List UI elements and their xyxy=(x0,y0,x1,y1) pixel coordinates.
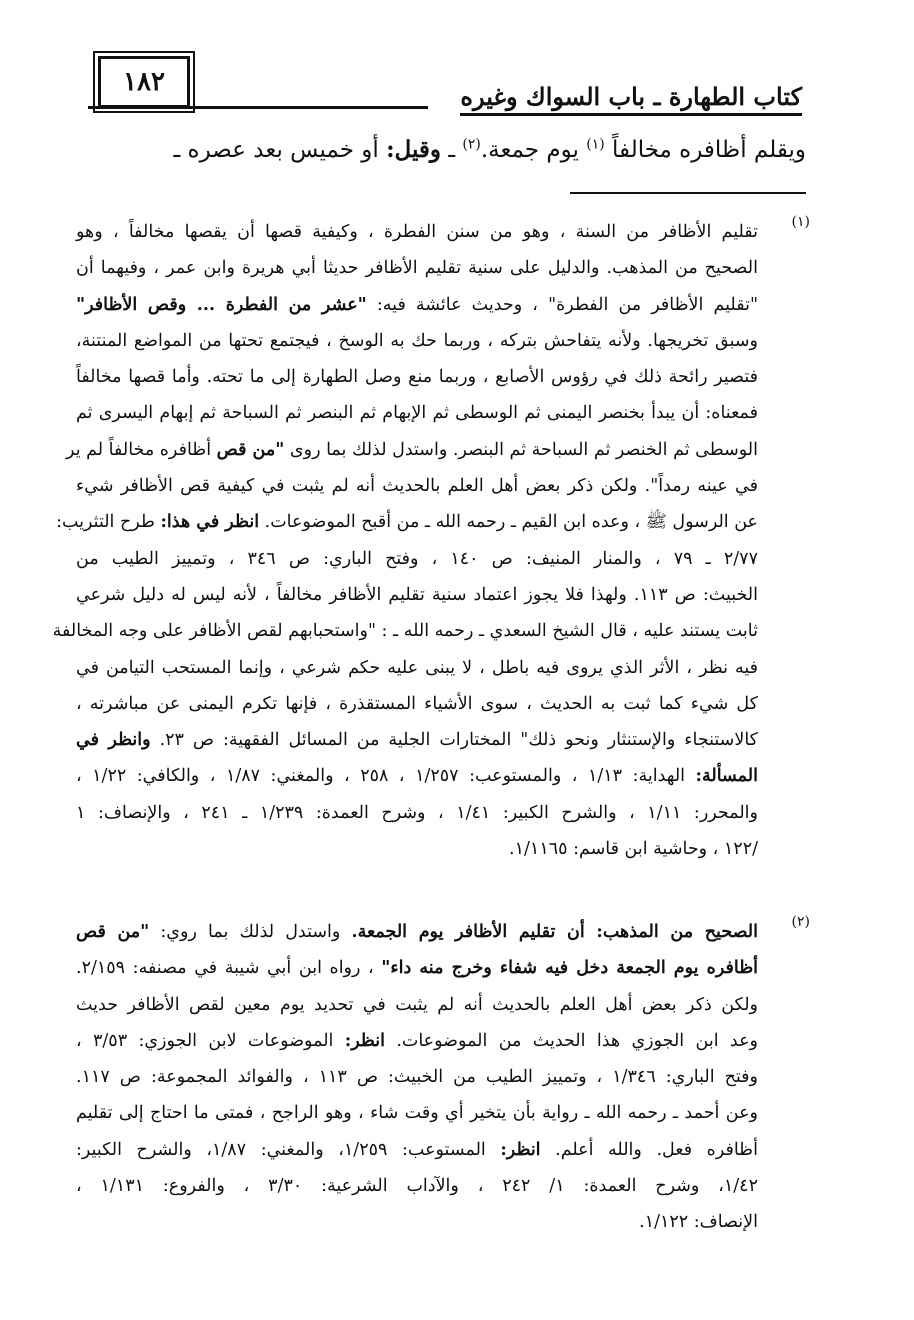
main-text-part: يوم جمعة. xyxy=(480,137,579,163)
main-text-part: ـ xyxy=(448,137,456,163)
footnote-ref: (١) xyxy=(586,136,605,153)
footnote-line: ثابت يستند عليه ، قال الشيخ السعدي ـ رحمه الله ـ : "واستحبابهم لقص الأظافر على وجه المخالفة xyxy=(52,621,758,642)
footnote-line: وعد ابن الجوزي هذا الحديث من الموضوعات. انظر: الموضوعات لابن الجوزي: ٣/٥٣ ، xyxy=(76,1030,758,1051)
footnote-line: وسبق تخريجها. ولأنه يتفاحش بتركه ، وربما حك به الوسخ ، فيجتمع تحتها من المواضع المنتنة، xyxy=(76,330,758,351)
footnote-line: فيه نظر ، الأثر الذي يروى فيه باطل ، لا يبنى عليه حكم شرعي ، وإنما المستحب التيامن في xyxy=(76,657,758,678)
footnote-line: في عينه رمداً". ولكن ذكر بعض أهل العلم بالحديث أنه لم يثبت في كيفية قص الأظافر شيء xyxy=(76,476,758,497)
header-rule xyxy=(88,106,428,109)
footnote-line: "تقليم الأظافر من الفطرة" ، وحديث عائشة فيه: "عشر من الفطرة ... وقص الأظافر" xyxy=(76,294,758,315)
footnote-line: فتصير رائحة ذلك في رؤوس الأصابع ، وربما منع وصل الطهارة إلى ما تحته. وأما قصها مخالفاً xyxy=(76,367,758,388)
footnote-line: ولكن ذكر بعض أهل العلم بالحديث أنه لم يثبت في تحديد يوم معين لقص الأظافر حديث xyxy=(76,994,758,1015)
footnote-line: كالاستنجاء والإستنثار ونحو ذلك" المختارات الجلية من المسائل الفقهية: ص ٢٣. وانظر في xyxy=(76,730,758,751)
footnote-line: فمعناه: أن يبدأ بخنصر اليمنى ثم الوسطى ثم الإبهام ثم البنصر ثم السباحة ثم إبهام اليسرى ثم xyxy=(76,403,758,424)
footnote-line: الإنصاف: ١/١٢٢. xyxy=(639,1212,758,1233)
footnote-line: أظافره فعل. والله أعلم. انظر: المستوعب: ١/٢٥٩، والمغني: ١/٨٧، والشرح الكبير: xyxy=(76,1139,758,1160)
footnote-text xyxy=(52,214,758,867)
page-header xyxy=(60,56,806,118)
footnote-text xyxy=(76,914,758,1241)
main-text-part: ويقلم أظافره مخالفاً xyxy=(612,137,806,163)
footnote-line: الصحيح من المذهب: أن تقليم الأظافر يوم الجمعة. واستدل لذلك بما روي: "من قص xyxy=(76,922,758,942)
footnote-line: أظافره يوم الجمعة دخل فيه شفاء وخرج منه داء" ، رواه ابن أبي شيبة في مصنفه: ٢/١٥٩. xyxy=(76,958,758,979)
footnote-line: عن الرسول ﷺ ، وعده ابن القيم ـ رحمه الله ـ من أقبح الموضوعات. انظر في هذا: طرح التثريب: xyxy=(56,512,758,533)
footnote-ref: (٢) xyxy=(462,136,481,153)
footnote-line: كل شيء كما ثبت به الحديث ، سوى الأشياء المستقذرة ، فإنها تكرم اليمنى عن مباشرته ، xyxy=(76,693,758,714)
footnote-line: والمحرر: ١/١١ ، والشرح الكبير: ١/٤١ ، وشرح العمدة: ١/٢٣٩ ـ ٢٤١ ، والإنصاف: ١ xyxy=(76,802,758,823)
footnote-line: وعن أحمد ـ رحمه الله ـ رواية بأن يتخير أي وقت شاء ، وهو الراجح ، فمتى ما احتاج إلى تقليم xyxy=(76,1103,758,1124)
main-text xyxy=(150,136,806,163)
main-text-bold: وقيل: xyxy=(386,136,442,163)
footnote-line: الخبيث: ص ١١٣. ولهذا فلا يجوز اعتماد سنية تقليم الأظافر مخالفاً ، لأنه ليس له دليل شرعي xyxy=(76,584,758,605)
footnote-line: /١٢٢ ، وحاشية ابن قاسم: ١/١١٦٥. xyxy=(509,839,758,860)
footnote-line: وفتح الباري: ١/٣٤٦ ، وتمييز الطيب من الخبيث: ص ١١٣ ، والفوائد المجموعة: ص ١١٧. xyxy=(76,1067,758,1088)
main-text-part: أو خميس بعد عصره ـ xyxy=(173,137,379,163)
footnote-line: المسألة: الهداية: ١/١٣ ، والمستوعب: ١/٢٥٧ ، ٢٥٨ ، والمغني: ١/٨٧ ، والكافي: ١/٢٢ ، xyxy=(76,766,758,787)
page-number: ١٨٢ xyxy=(98,56,190,108)
footnote-line: ١/٤٢، وشرح العمدة: ١/ ٢٤٢ ، والآداب الشرعية: ٣/٣٠ ، والفروع: ١/١٣١ ، xyxy=(76,1176,758,1197)
footnote-marker: (٢) xyxy=(791,914,810,930)
running-title: كتاب الطهارة ـ باب السواك وغيره xyxy=(460,82,802,116)
footnote-line: الصحيح من المذهب. والدليل على سنية تقليم الأظافر حديثا أبي هريرة وابن عمر ، وفيهما أن xyxy=(76,258,758,279)
footnote-line: تقليم الأظافر من السنة ، وهو من سنن الفطرة ، وكيفية قصها أن يقصها مخالفاً ، وهو xyxy=(76,222,758,242)
footnote-line: الوسطى ثم الخنصر ثم السباحة ثم البنصر. واستدل لذلك بما روى "من قص أظافره مخالفاً لم ير xyxy=(66,439,758,460)
footnote-line: ٢/٧٧ ـ ٧٩ ، والمنار المنيف: ص ١٤٠ ، وفتح الباري: ص ٣٤٦ ، وتمييز الطيب من xyxy=(76,548,758,569)
footnote-marker: (١) xyxy=(791,214,810,230)
footnote-separator xyxy=(570,192,806,194)
